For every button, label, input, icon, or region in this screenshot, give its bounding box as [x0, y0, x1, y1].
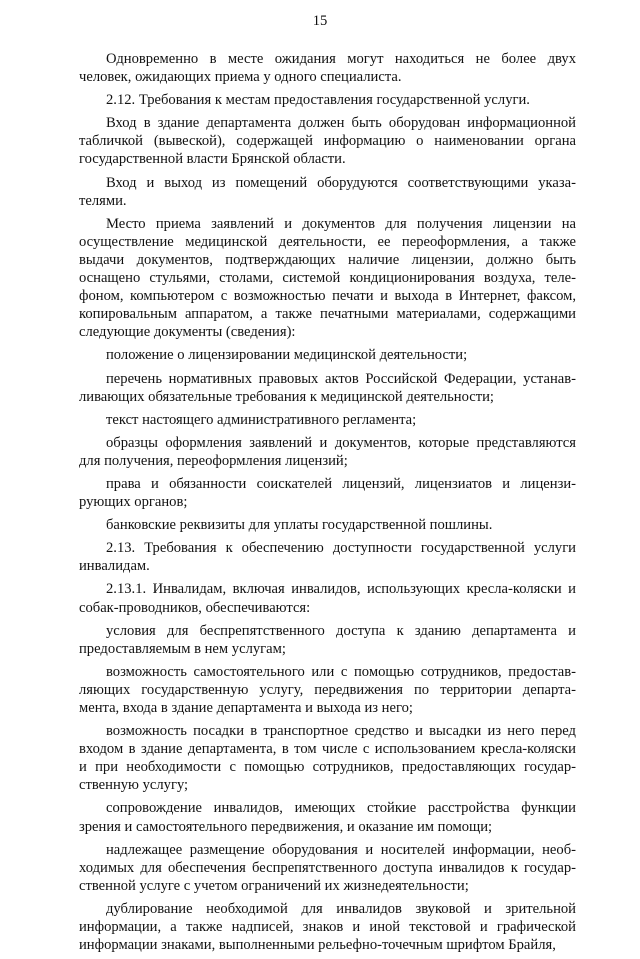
paragraph-line: 2.13. Требования к обеспечению доступности государственной услуги [106, 540, 576, 557]
paragraph-line: копировальным аппаратом, а также печатными материалами, содержащими [79, 306, 576, 323]
paragraph-line: осуществление медицинской деятельности, ее переоформления, а также [79, 233, 576, 250]
paragraph-line: предоставляемым в нем услугам; [79, 640, 286, 657]
document-body [79, 50, 576, 959]
paragraph-line: для получения, переоформления лицензий; [79, 452, 348, 469]
paragraph-line: ливающих обязательные требования к медицинской деятельности; [79, 388, 494, 405]
paragraph-line: телями. [79, 192, 127, 209]
paragraph [79, 215, 576, 342]
paragraph [79, 580, 576, 616]
page-number: 15 [312, 13, 328, 29]
paragraph-line: следующие документы (сведения): [79, 324, 296, 341]
paragraph-line: Вход и выход из помещений оборудуются соответствующими указа- [106, 174, 576, 191]
paragraph [79, 114, 576, 168]
paragraph-line: информации, а также надписей, знаков и иной текстовой и графической [79, 919, 576, 936]
paragraph [79, 411, 576, 429]
paragraph-line: мента, входа в здание департамента и выхода из него; [79, 700, 413, 716]
paragraph [79, 663, 576, 717]
paragraph-line: государственной власти Брянской области. [79, 151, 346, 168]
paragraph-line: фоном, компьютером с возможностью печати и выхода в Интернет, факсом, [79, 288, 576, 305]
paragraph [79, 516, 576, 534]
paragraph [79, 174, 576, 210]
paragraph-line: образцы оформления заявлений и документов, которые представляются [106, 434, 576, 451]
paragraph [79, 539, 576, 575]
paragraph-line: 2.12. Требования к местам предоставления государственной услуги. [106, 92, 530, 109]
paragraph-line: 2.13.1. Инвалидам, включая инвалидов, использующих кресла-коляски и [106, 581, 576, 598]
paragraph [79, 722, 576, 794]
paragraph [79, 841, 576, 895]
paragraph-line: информации знаками, выполненными рельефно-точечным шрифтом Брайля, [79, 937, 556, 954]
paragraph-line: входом в здание департамента, в том числе с использованием кресла-коляски [79, 741, 576, 758]
paragraph-line: возможность самостоятельного или с помощью сотрудников, предостав- [106, 663, 576, 680]
paragraph-line: и при необходимости с помощью сотрудников, предоставляющих государ- [79, 759, 576, 776]
paragraph-line: перечень нормативных правовых актов Российской Федерации, устанав- [106, 370, 576, 387]
paragraph-line: зрения и самостоятельного передвижения, и оказание им помощи; [79, 818, 493, 835]
paragraph-line: инвалидам. [79, 558, 150, 575]
paragraph-line: положение о лицензировании медицинской деятельности; [106, 347, 468, 364]
paragraph-line: ляющих государственную услугу, передвижения по территории департа- [79, 681, 576, 698]
paragraph-line: банковские реквизиты для уплаты государственной пошлины. [106, 517, 493, 534]
paragraph [79, 434, 576, 470]
paragraph [79, 346, 576, 364]
paragraph-line: человек, ожидающих приема у одного специалиста. [79, 69, 402, 86]
paragraph-line: Одновременно в месте ожидания могут находиться не более двух [106, 51, 576, 67]
paragraph [79, 622, 576, 658]
paragraph-line: Место приема заявлений и документов для получения лицензии на [106, 215, 576, 232]
paragraph-line: условия для беспрепятственного доступа к зданию департамента и [106, 622, 576, 639]
paragraph [79, 475, 576, 511]
paragraph [79, 799, 576, 835]
paragraph-line: сопровождение инвалидов, имеющих стойкие расстройства функции [106, 800, 576, 817]
paragraph-line: оснащено стульями, столами, системой кондиционирования воздуха, теле- [79, 270, 576, 287]
paragraph [79, 50, 576, 86]
paragraph-line: надлежащее размещение оборудования и носителей информации, необ- [106, 841, 576, 858]
paragraph [79, 900, 576, 954]
paragraph-line: выдачи документов, подтверждающих наличие лицензии, должно быть [79, 251, 576, 268]
paragraph-line: Вход в здание департамента должен быть оборудован информационной [106, 115, 576, 132]
paragraph [79, 91, 576, 109]
paragraph-line: возможность посадки в транспортное средство и высадки из него перед [106, 723, 576, 740]
paragraph-line: ственной услуге с учетом ограничений их жизнедеятельности; [79, 877, 469, 894]
paragraph-line: ходимых для обеспечения беспрепятственного доступа инвалидов к государ- [79, 859, 576, 876]
paragraph-line: права и обязанности соискателей лицензий, лицензиатов и лицензи- [106, 475, 576, 492]
paragraph [79, 370, 576, 406]
paragraph-line: текст настоящего административного регламента; [106, 411, 417, 428]
paragraph-line: ственную услугу; [79, 777, 189, 794]
paragraph-line: собак-проводников, обеспечиваются: [79, 599, 311, 616]
paragraph-line: дублирование необходимой для инвалидов звуковой и зрительной [106, 900, 576, 917]
paragraph-line: табличкой (вывеской), содержащей информацию о наименовании органа [79, 133, 576, 150]
paragraph-line: рующих органов; [79, 494, 188, 511]
